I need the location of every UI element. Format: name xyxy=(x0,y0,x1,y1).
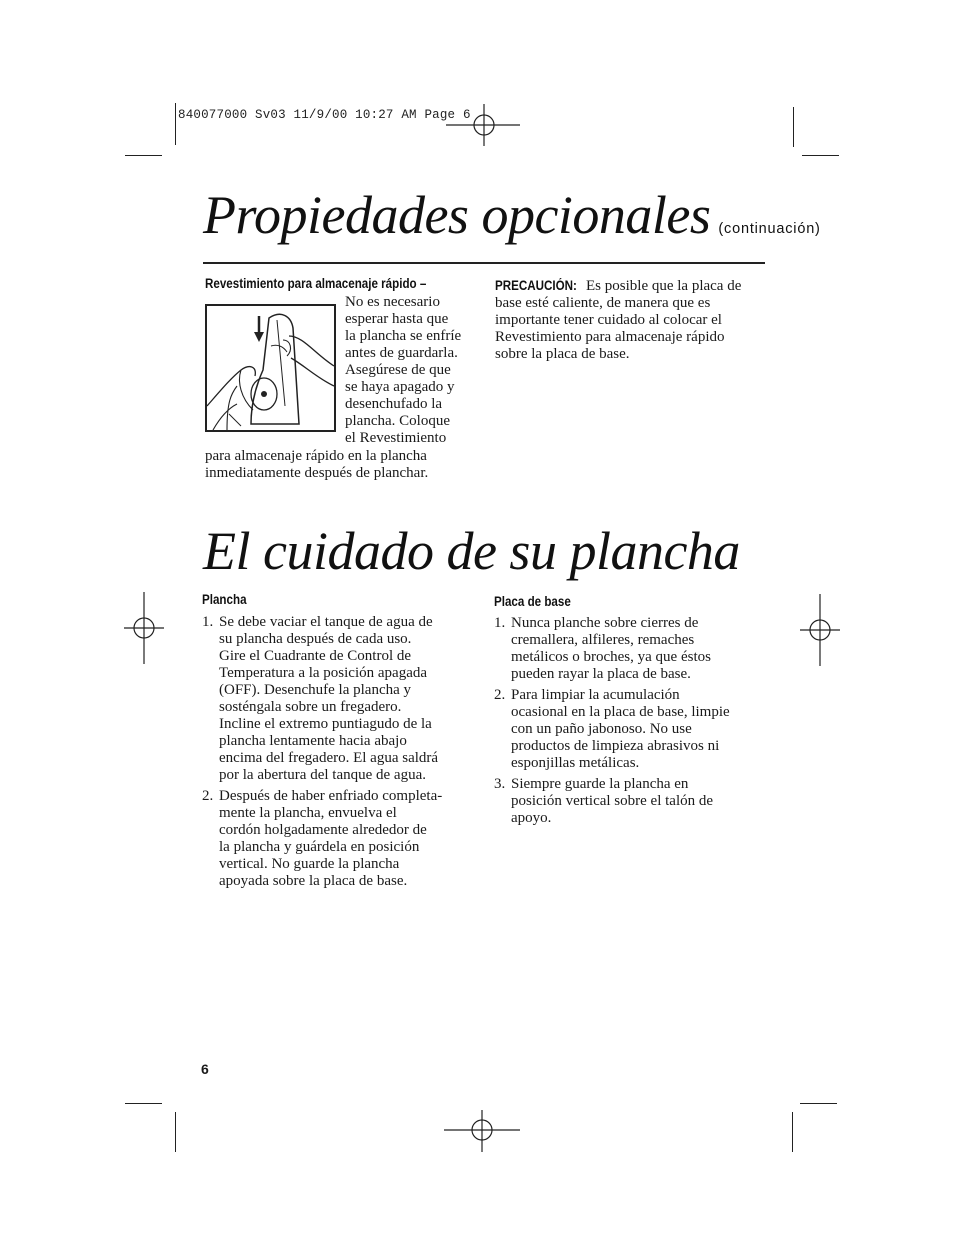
step-number: 1. xyxy=(494,615,506,631)
step-line: sosténgala sobre un fregadero. xyxy=(219,699,402,715)
storage-line: Asegúrese de que xyxy=(345,362,451,378)
crop-mark xyxy=(792,1112,793,1152)
storage-line: para almacenaje rápido en la plancha xyxy=(205,448,427,464)
storage-line: se haya apagado y xyxy=(345,379,455,395)
step-line: posición vertical sobre el talón de xyxy=(511,793,714,809)
step-line: Incline el extremo puntiagudo de la xyxy=(219,716,432,732)
step-number: 2. xyxy=(494,687,506,703)
list-item xyxy=(202,788,472,890)
step-line: mente la plancha, envuelva el xyxy=(219,805,397,821)
step-number: 3. xyxy=(494,776,506,792)
caution-line: Revestimiento para almacenaje rápido xyxy=(495,329,725,345)
placa-steps xyxy=(494,615,764,827)
step-line: Nunca planche sobre cierres de xyxy=(511,615,699,631)
caution-line: importante tener cuidado al colocar el xyxy=(495,312,722,328)
step-line: Temperatura a la posición apagada xyxy=(219,665,428,681)
step-line: Gire el Cuadrante de Control de xyxy=(219,648,412,664)
caution-line: Es posible que la placa de xyxy=(582,278,742,294)
storage-wrap-text xyxy=(345,294,461,447)
storage-heading: Revestimiento para almacenaje rápido – xyxy=(205,276,427,291)
step-line: su plancha después de cada uso. xyxy=(219,631,412,647)
caution-text xyxy=(495,277,741,363)
step-line: pueden rayar la placa de base. xyxy=(511,666,691,682)
crop-mark xyxy=(125,155,162,156)
step-line: cremallera, alfileres, remaches xyxy=(511,632,695,648)
list-item xyxy=(494,687,764,772)
plancha-list xyxy=(202,614,472,894)
storage-line: desenchufado la xyxy=(345,396,443,412)
step-line: Se debe vaciar el tanque de agua de xyxy=(219,614,433,630)
section-subtitle: (continuación) xyxy=(718,221,821,237)
plancha-steps xyxy=(202,614,472,890)
section-title-text: Propiedades opcionales xyxy=(203,185,711,245)
crop-mark xyxy=(800,1103,837,1104)
step-line: metálicos o broches, ya que éstos xyxy=(511,649,711,665)
plancha-heading: Plancha xyxy=(202,592,247,607)
registration-mark-right xyxy=(798,592,842,668)
storage-line: plancha. Coloque xyxy=(345,413,450,429)
step-number: 2. xyxy=(202,788,214,804)
storage-line: antes de guardarla. xyxy=(345,345,458,361)
list-item xyxy=(494,776,764,827)
step-line: ocasional en la placa de base, limpie xyxy=(511,704,730,720)
crop-mark xyxy=(175,103,176,145)
step-line: apoyada sobre la placa de base. xyxy=(219,873,408,889)
step-line: vertical. No guarde la plancha xyxy=(219,856,400,872)
step-line: la plancha y guárdela en posición xyxy=(219,839,420,855)
storage-line: No es necesario xyxy=(345,294,440,310)
iron-storage-drawing xyxy=(207,306,334,430)
section-title xyxy=(203,185,821,245)
step-line: con un paño jabonoso. No use xyxy=(511,721,692,737)
step-line: Para limpiar la acumulación xyxy=(511,687,680,703)
step-line: cordón holgadamente alrededor de xyxy=(219,822,427,838)
storage-line: esperar hasta que xyxy=(345,311,449,327)
care-title: El cuidado de su plancha xyxy=(203,521,740,581)
caution-label: PRECAUCIÓN: xyxy=(495,278,577,293)
storage-line: la plancha se enfríe xyxy=(345,328,462,344)
step-line: esponjillas metálicas. xyxy=(511,755,640,771)
caution-line: base esté caliente, de manera que es xyxy=(495,295,711,311)
registration-mark-left xyxy=(122,590,166,666)
crop-mark xyxy=(125,1103,162,1104)
registration-mark-bottom xyxy=(438,1108,528,1154)
caution-line: sobre la placa de base. xyxy=(495,346,630,362)
title-rule xyxy=(203,262,765,264)
step-line: (OFF). Desenchufe la plancha y xyxy=(219,682,412,698)
step-line: plancha lentamente hacia abajo xyxy=(219,733,407,749)
iron-illustration xyxy=(205,304,336,432)
crop-mark xyxy=(802,155,839,156)
step-line: apoyo. xyxy=(511,810,552,826)
crop-mark xyxy=(175,1112,176,1152)
list-item xyxy=(202,614,472,784)
step-number: 1. xyxy=(202,614,214,630)
crop-mark xyxy=(793,107,794,147)
page-number: 6 xyxy=(201,1061,209,1077)
step-line: encima del fregadero. El agua saldrá xyxy=(219,750,439,766)
storage-line: inmediatamente después de planchar. xyxy=(205,465,429,481)
storage-line: el Revestimiento xyxy=(345,430,447,446)
step-line: Siempre guarde la plancha en xyxy=(511,776,689,792)
placa-list xyxy=(494,615,764,831)
list-item xyxy=(494,615,764,683)
step-line: por la abertura del tanque de agua. xyxy=(219,767,426,783)
step-line: Después de haber enfriado completa- xyxy=(219,788,443,804)
print-slug: 840077000 Sv03 11/9/00 10:27 AM Page 6 xyxy=(178,108,471,122)
storage-full-text xyxy=(205,448,428,482)
placa-heading: Placa de base xyxy=(494,594,571,609)
step-line: productos de limpieza abrasivos ni xyxy=(511,738,720,754)
caution-first-line xyxy=(495,277,741,295)
